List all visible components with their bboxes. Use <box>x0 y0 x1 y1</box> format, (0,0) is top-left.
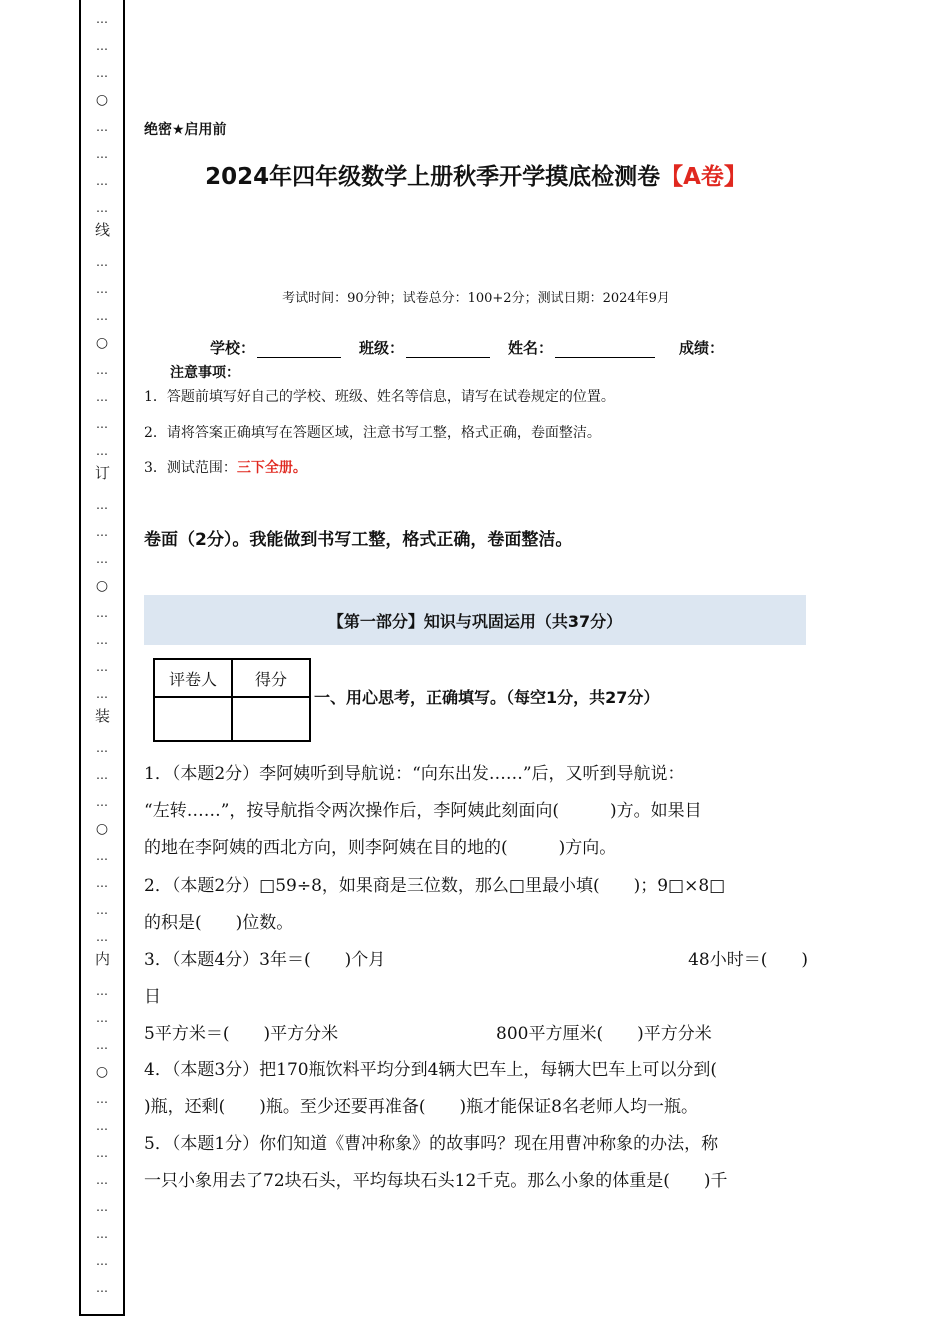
binding-ring-icon: ○ <box>95 1064 109 1080</box>
secret-label: 绝密★启用前 <box>144 122 227 138</box>
question-2 <box>144 868 808 942</box>
binding-dots: … <box>96 768 108 782</box>
binding-dots: … <box>96 984 108 998</box>
question-3-part-d: 800平方厘米( )平方分米 <box>496 1024 712 1044</box>
binding-dots: … <box>96 633 108 647</box>
binding-dots: … <box>96 255 108 269</box>
question-3-part-c: 5平方米＝( )平方分米 <box>144 1024 339 1044</box>
question-3-part-b: 48小时＝( ) <box>688 950 808 970</box>
question-1-line-2: “左转……”，按导航指令两次操作后，李阿姨此刻面向( )方。如果目 <box>144 801 702 821</box>
binding-dots: … <box>96 147 108 161</box>
binding-dots: … <box>96 903 108 917</box>
binding-dots: … <box>96 1281 108 1295</box>
name-blank[interactable] <box>555 343 655 358</box>
binding-ring-icon: ○ <box>95 335 109 351</box>
question-1 <box>144 756 808 867</box>
question-5 <box>144 1126 808 1200</box>
question-3 <box>144 942 808 1053</box>
question-2-line-1: 2．（本题2分）□59÷8，如果商是三位数，那么□里最小填( )；9□×8□ <box>144 876 726 896</box>
part-one-title: 一、用心思考，正确填写。（每空1分，共27分） <box>314 688 660 707</box>
binding-dots: … <box>96 174 108 188</box>
school-field[interactable] <box>210 337 341 358</box>
binding-dots: … <box>96 201 108 215</box>
binding-dots: … <box>96 876 108 890</box>
grader-score-table <box>153 658 311 742</box>
class-label: 班级： <box>359 339 405 357</box>
binding-dots: … <box>96 1011 108 1025</box>
notice-item-3 <box>144 457 307 477</box>
binding-ring-icon: ○ <box>95 578 109 594</box>
binding-dotted-column <box>81 6 123 1302</box>
notice-item-1: 1．答题前填写好自己的学校、班级、姓名等信息，请写在试卷规定的位置。 <box>144 389 615 405</box>
grader-header: 评卷人 <box>154 659 232 697</box>
binding-dots: … <box>96 849 108 863</box>
notice-heading: 注意事项： <box>170 365 240 381</box>
name-field[interactable] <box>508 337 655 358</box>
question-4 <box>144 1052 808 1126</box>
class-field[interactable] <box>359 337 490 358</box>
score-header: 得分 <box>232 659 310 697</box>
binding-dots: … <box>96 1119 108 1133</box>
binding-dots: … <box>96 795 108 809</box>
binding-dots: … <box>96 741 108 755</box>
student-info-fields <box>210 337 770 358</box>
binding-dots: … <box>96 1200 108 1214</box>
question-3-part-b-unit: 日 <box>144 987 161 1007</box>
class-blank[interactable] <box>406 343 490 358</box>
question-3-part-a: 3．（本题4分）3年＝( )个月 <box>144 950 386 970</box>
grader-cell[interactable] <box>154 697 232 741</box>
exam-meta: 考试时间：90分钟；试卷总分：100+2分；测试日期：2024年9月 <box>282 291 670 306</box>
binding-dots: … <box>96 552 108 566</box>
question-2-line-2: 的积是( )位数。 <box>144 913 294 933</box>
binding-dots: … <box>96 39 108 53</box>
question-5-line-1: 5．（本题1分）你们知道《曹冲称象》的故事吗？现在用曹冲称象的办法，称 <box>144 1134 719 1154</box>
neatness-statement: 卷面（2分）。我能做到书写工整，格式正确，卷面整洁。 <box>144 530 573 550</box>
school-label: 学校： <box>210 339 256 357</box>
binding-word: 线 <box>93 222 111 237</box>
binding-ring-icon: ○ <box>95 821 109 837</box>
score-cell[interactable] <box>232 697 310 741</box>
question-1-line-1: 1．（本题2分）李阿姨听到导航说：“向东出发……”后，又听到导航说： <box>144 764 685 784</box>
title-tag: 【A卷】 <box>660 164 747 190</box>
binding-ring-icon: ○ <box>95 92 109 108</box>
binding-dots: … <box>96 660 108 674</box>
notice-item-2: 2．请将答案正确填写在答题区域，注意书写工整，格式正确，卷面整洁。 <box>144 425 601 441</box>
binding-dots: … <box>96 390 108 404</box>
title-main: 2024年四年级数学上册秋季开学摸底检测卷 <box>205 164 661 190</box>
name-label: 姓名： <box>508 339 554 357</box>
binding-dots: … <box>96 444 108 458</box>
binding-dots: … <box>96 363 108 377</box>
binding-dots: … <box>96 12 108 26</box>
binding-margin <box>79 0 125 1316</box>
question-5-line-2: 一只小象用去了72块石头，平均每块石头12千克。那么小象的体重是( )千 <box>144 1171 728 1191</box>
binding-dots: … <box>96 1146 108 1160</box>
score-label: 成绩： <box>679 339 725 357</box>
question-4-line-1: 4．（本题3分）把170瓶饮料平均分到4辆大巴车上，每辆大巴车上可以分到( <box>144 1060 718 1080</box>
binding-word: 装 <box>93 708 111 723</box>
binding-dots: … <box>96 120 108 134</box>
question-4-line-2: )瓶，还剩( )瓶。至少还要再准备( )瓶才能保证8名老师人均一瓶。 <box>144 1097 698 1117</box>
binding-dots: … <box>96 1038 108 1052</box>
binding-dots: … <box>96 417 108 431</box>
binding-dots: … <box>96 1227 108 1241</box>
section-banner: 【第一部分】知识与巩固运用（共37分） <box>144 595 806 645</box>
binding-dots: … <box>96 525 108 539</box>
binding-dots: … <box>96 498 108 512</box>
test-scope: 三下全册。 <box>236 460 307 476</box>
binding-dots: … <box>96 1092 108 1106</box>
binding-word: 内 <box>93 951 111 966</box>
binding-dots: … <box>96 930 108 944</box>
school-blank[interactable] <box>257 343 341 358</box>
binding-dots: … <box>96 309 108 323</box>
page-title <box>144 158 808 191</box>
question-1-line-3: 的地在李阿姨的西北方向，则李阿姨在目的地的( )方向。 <box>144 838 617 858</box>
binding-word: 订 <box>93 465 111 480</box>
binding-dots: … <box>96 282 108 296</box>
notice-item-3-prefix: 3．测试范围： <box>144 460 237 476</box>
binding-dots: … <box>96 687 108 701</box>
binding-dots: … <box>96 1254 108 1268</box>
binding-dots: … <box>96 1173 108 1187</box>
score-field[interactable] <box>679 337 724 358</box>
binding-dots: … <box>96 606 108 620</box>
binding-dots: … <box>96 66 108 80</box>
